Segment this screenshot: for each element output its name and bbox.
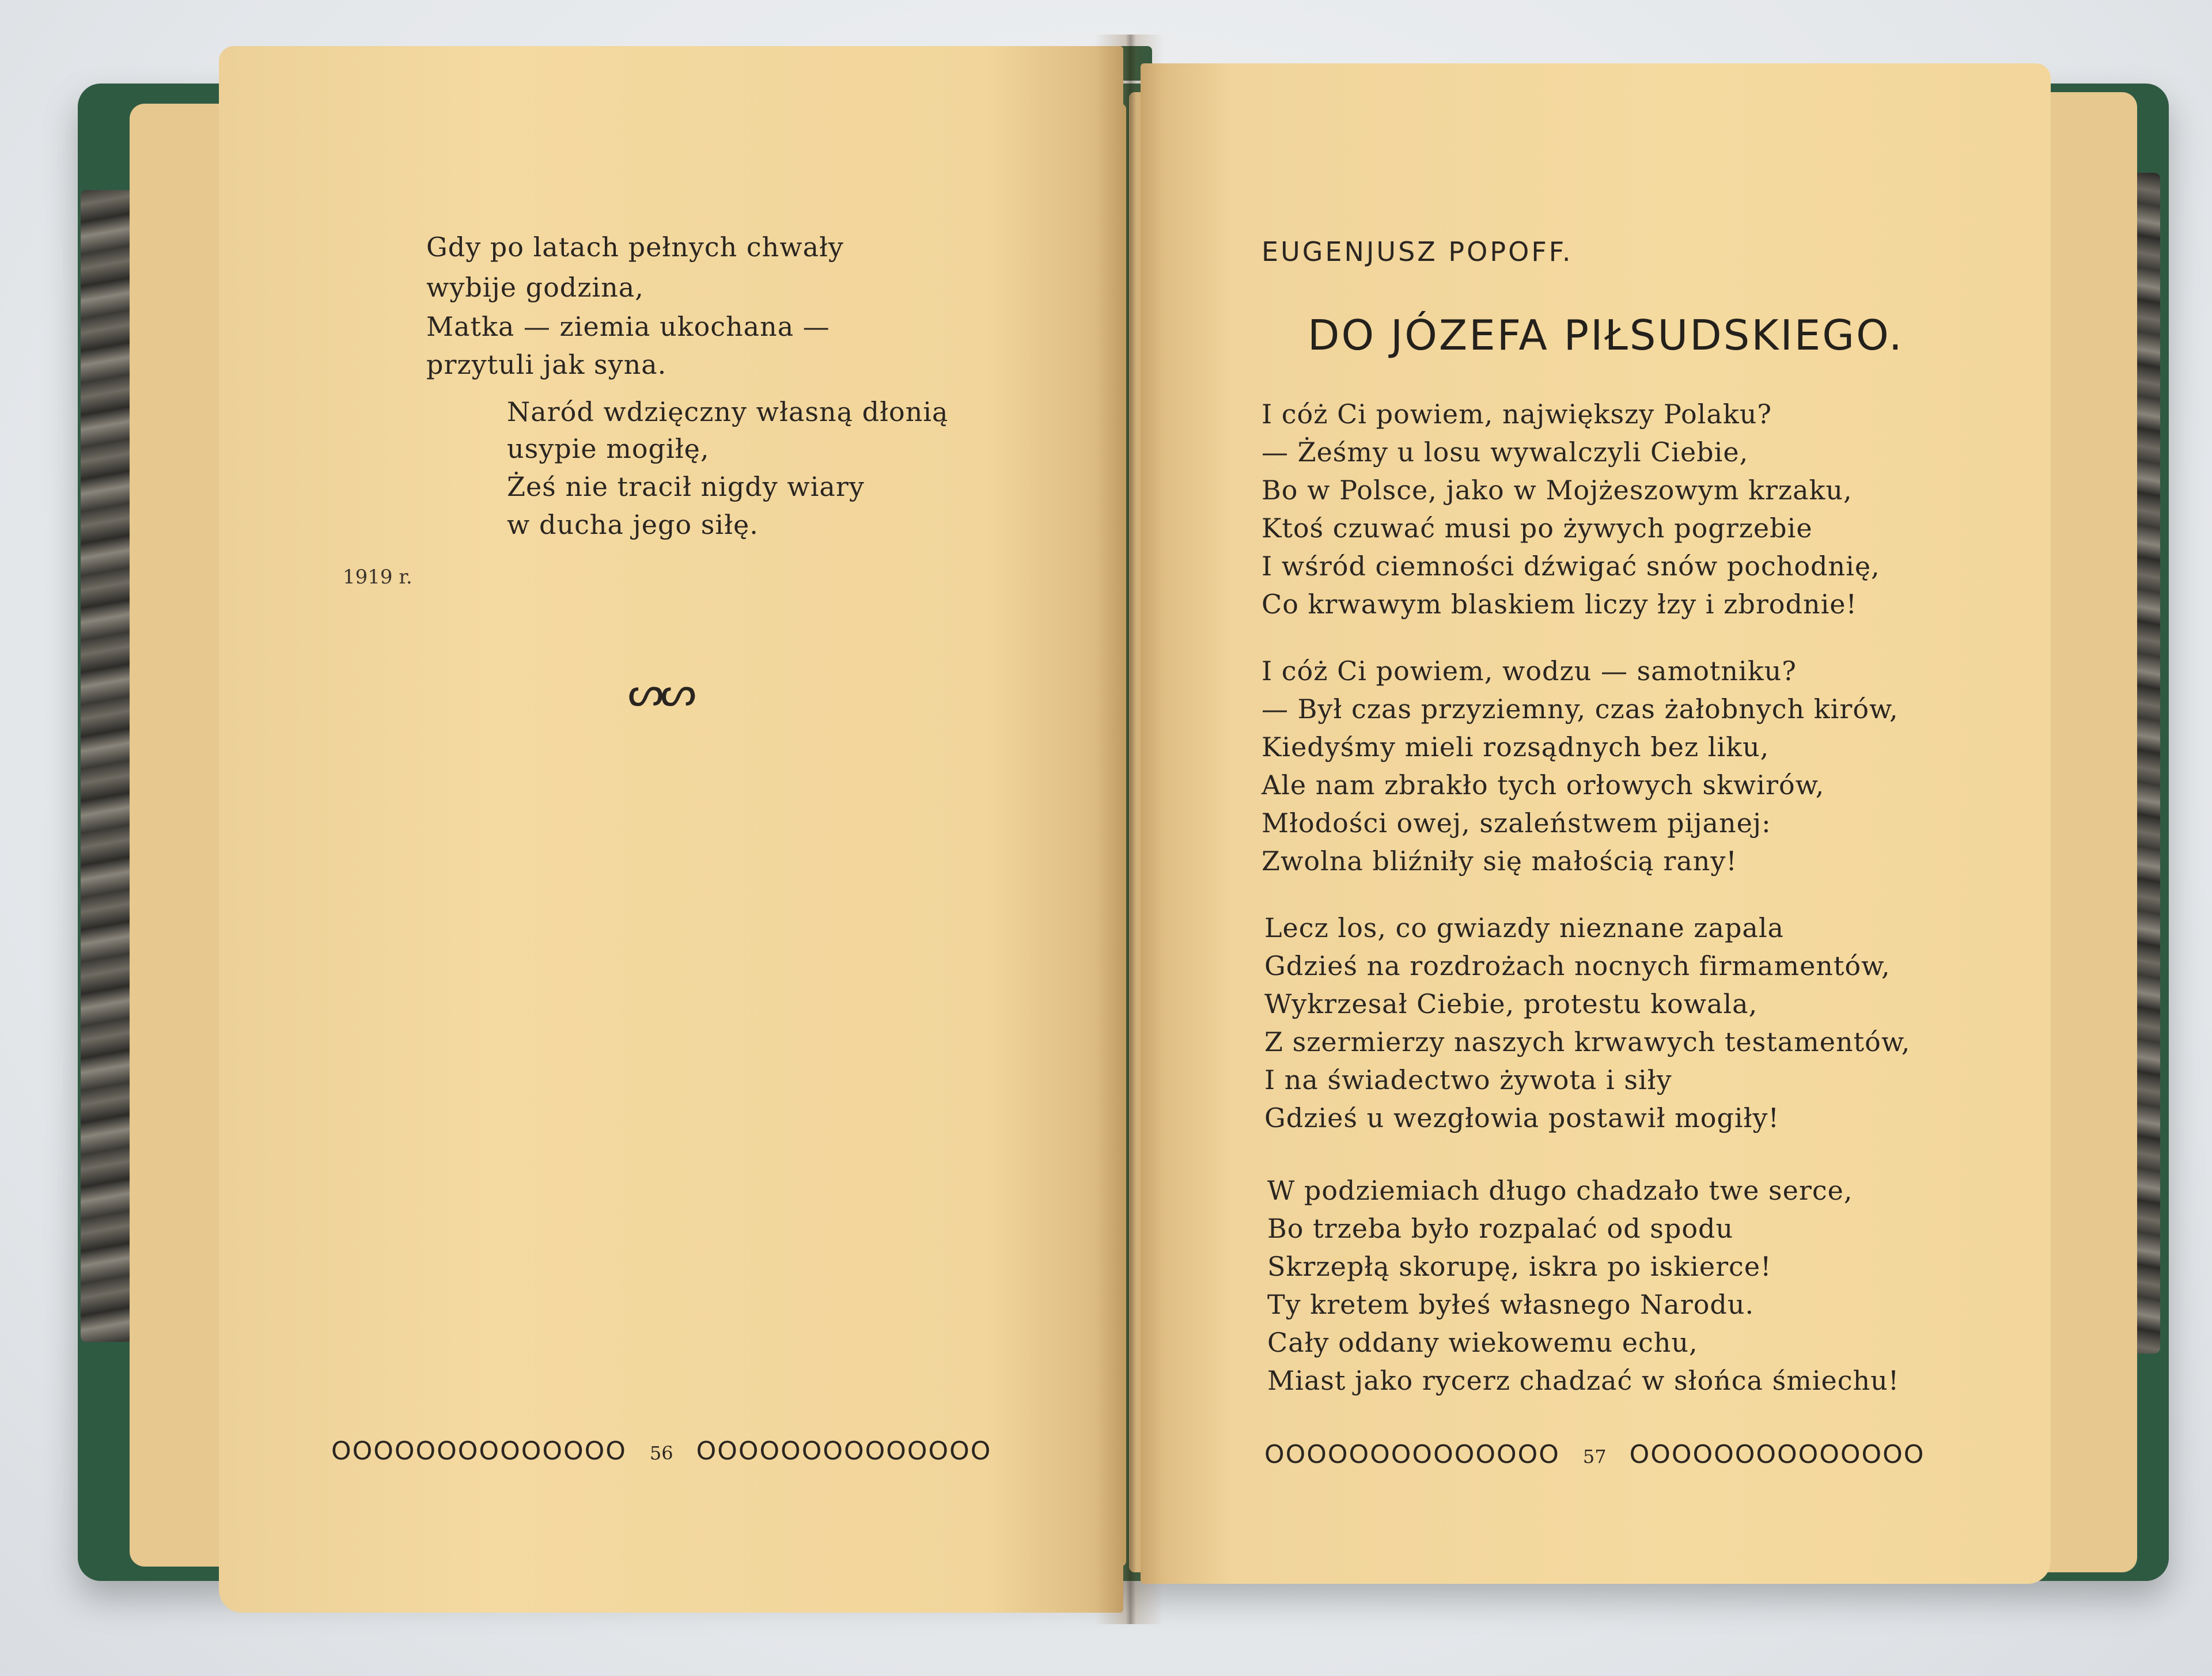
poem-line: Bo trzeba było rozpalać od spodu [1267, 1213, 1734, 1244]
poem-line: usypie mogiłę, [507, 433, 710, 464]
poem-line: Ty kretem byłeś własnego Narodu. [1267, 1289, 1755, 1320]
page-number: 57 [1582, 1446, 1607, 1468]
footer-ornament-right: OOOOOOOOOOOOOO [1629, 1440, 1925, 1469]
poem-line: Ale nam zbrakło tych orłowych skwirów, [1262, 769, 1825, 801]
poem-line: I wśród ciemności dźwigać snów pochodnię, [1262, 551, 1880, 582]
poem-line: wybije godzina, [426, 272, 644, 303]
poem-line: Cały oddany wiekowemu echu, [1267, 1327, 1698, 1358]
poem-line: Wykrzesał Ciebie, protestu kowala, [1264, 988, 1758, 1019]
page-footer [1264, 1440, 1925, 1469]
poem-line: Z szermierzy naszych krwawych testamentów, [1264, 1026, 1911, 1057]
poem-line: Gdzieś na rozdrożach nocnych firmamentów, [1264, 950, 1891, 981]
footer-ornament-left: OOOOOOOOOOOOOO [331, 1436, 627, 1466]
poem-line: Gdy po latach pełnych chwały [426, 232, 844, 263]
poem-line: I na świadectwo żywota i siły [1264, 1064, 1672, 1095]
page-footer [331, 1436, 991, 1466]
poem-author: EUGENJUSZ POPOFF. [1262, 236, 1573, 267]
poem-line: w ducha jego siłę. [507, 509, 759, 540]
right-page [1141, 63, 2051, 1584]
poem-line: Matka — ziemia ukochana — [426, 311, 830, 342]
book-gutter [1094, 35, 1164, 1624]
left-page [219, 46, 1123, 1613]
poem-line: Naród wdzięczny własną dłonią [507, 396, 949, 427]
poem-line: Ktoś czuwać musi po żywych pogrzebie [1262, 513, 1813, 544]
poem-line: przytuli jak syna. [426, 349, 667, 380]
footer-ornament-left: OOOOOOOOOOOOOO [1264, 1440, 1560, 1469]
poem-line: I cóż Ci powiem, wodzu — samotniku? [1262, 655, 1797, 687]
page-number: 56 [649, 1442, 673, 1464]
poem-line: W podziemiach długo chadzało twe serce, [1267, 1175, 1853, 1206]
footer-ornament-right: OOOOOOOOOOOOOO [696, 1436, 992, 1466]
poem-line: I cóż Ci powiem, największy Polaku? [1262, 399, 1772, 430]
poem-title: DO JÓZEFA PIŁSUDSKIEGO. [1308, 311, 1904, 359]
poem-line: — Był czas przyziemny, czas żałobnych kirów, [1262, 693, 1899, 725]
poem-line: Młodości owej, szaleństwem pijanej: [1262, 807, 1771, 839]
poem-date: 1919 r. [343, 566, 412, 589]
poem-line: Zwolna bliźniły się małością rany! [1262, 845, 1737, 877]
poem-line: Co krwawym blaskiem liczy łzy i zbrodnie! [1262, 589, 1857, 620]
poem-line: Gdzieś u wezgłowia postawił mogiły! [1264, 1102, 1779, 1133]
poem-line: Lecz los, co gwiazdy nieznane zapala [1264, 912, 1784, 943]
poem-line: Żeś nie tracił nigdy wiary [507, 471, 865, 502]
poem-line: Miast jako rycerz chadzać w słońca śmiechu! [1267, 1365, 1900, 1396]
poem-line: — Żeśmy u losu wywalczyli Ciebie, [1262, 437, 1749, 468]
poem-line: Kiedyśmy mieli rozsądnych bez liku, [1262, 731, 1770, 763]
poem-line: Bo w Polsce, jako w Mojżeszowym krzaku, [1262, 475, 1853, 506]
ornament-icon: ᔕᔕ [628, 668, 693, 715]
poem-line: Skrzepłą skorupę, iskra po iskierce! [1267, 1251, 1772, 1282]
